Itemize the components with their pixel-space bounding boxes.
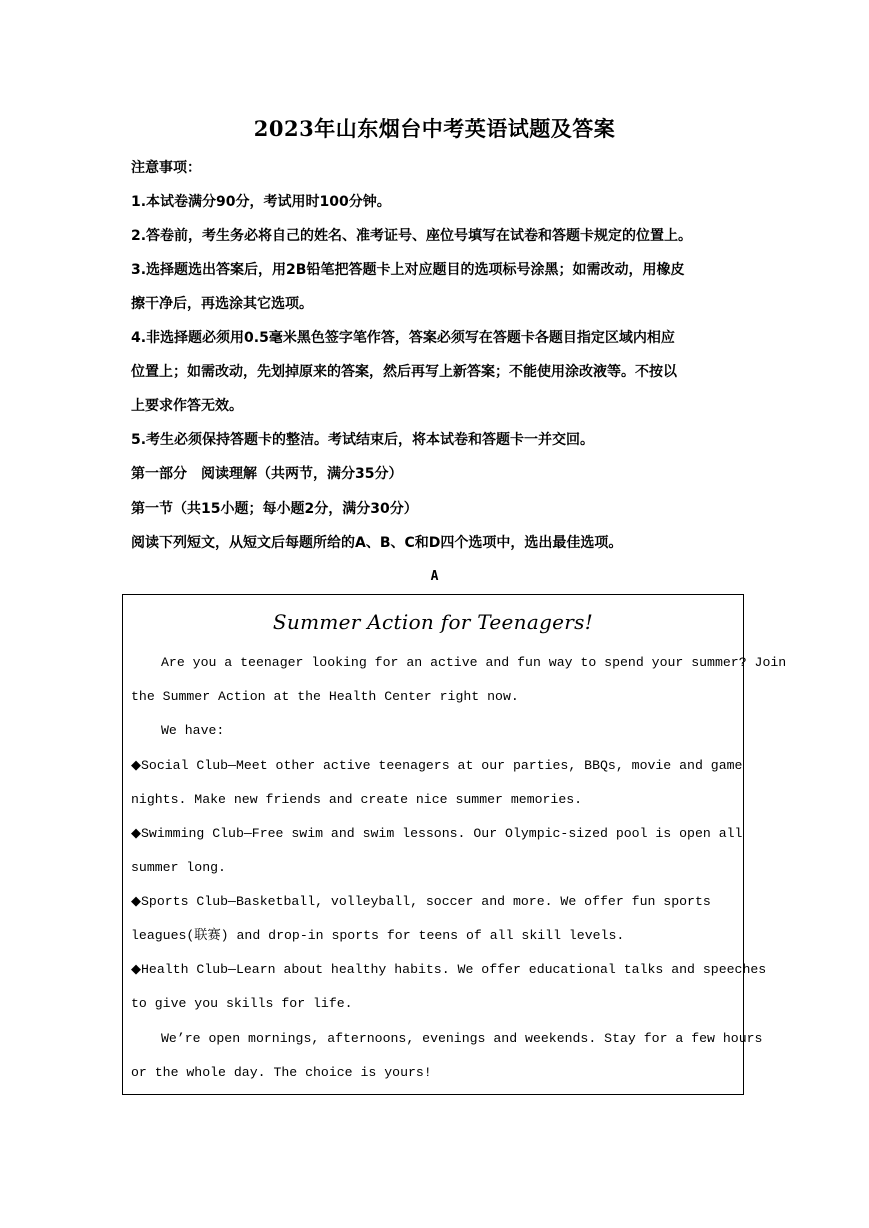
notice-item-2: 2.答卷前，考生务必将自己的姓名、准考证号、座位号填写在试卷和答题卡规定的位置上。 — [131, 228, 693, 244]
passage-line-11: to give you skills for life. — [131, 996, 353, 1011]
club-health — [131, 961, 766, 979]
passage-line-5: nights. Make new friends and create nice summer memories. — [131, 792, 583, 807]
bullet-icon: ◆ — [131, 962, 141, 977]
notice-item-4: 4.非选择题必须用0.5毫米黑色签字笔作答，答案必须写在答题卡各题目指定区域内相应 — [131, 330, 675, 346]
passage-line-3: We have: — [161, 723, 225, 738]
page-title: 2023年山东烟台中考英语试题及答案 — [253, 116, 616, 141]
passage-heading: Summer Action for Teenagers! — [272, 610, 594, 634]
part-one-heading: 第一部分 阅读理解（共两节，满分35分） — [131, 466, 403, 482]
passage-label: A — [430, 569, 439, 584]
club-health-text: Health Club—Learn about healthy habits. We offer educational talks and speeches — [141, 962, 767, 977]
club-social — [131, 757, 742, 775]
club-swimming-text: Swimming Club—Free swim and swim lessons. Our Olympic-sized pool is open all — [141, 826, 743, 841]
passage-line-9: leagues(联赛) and drop-in sports for teens of all skill levels. — [131, 928, 625, 943]
passage-line-7: summer long. — [131, 860, 226, 875]
bullet-icon: ◆ — [131, 826, 141, 841]
notice-item-3: 3.选择题选出答案后，用2B铅笔把答题卡上对应题目的选项标号涂黑；如需改动，用橡皮 — [131, 262, 685, 278]
notice-item-5: 5.考生必须保持答题卡的整洁。考试结束后，将本试卷和答题卡一并交回。 — [131, 432, 595, 448]
notice-heading: 注意事项： — [131, 160, 201, 176]
passage-line-13: or the whole day. The choice is yours! — [131, 1065, 432, 1080]
passage-line-12: We’re open mornings, afternoons, evenings and weekends. Stay for a few hours — [161, 1031, 763, 1046]
bullet-icon: ◆ — [131, 894, 141, 909]
notice-item-4-end: 上要求作答无效。 — [131, 398, 243, 414]
club-sports-text: Sports Club—Basketball, volleyball, soccer and more. We offer fun sports — [141, 894, 711, 909]
section-one-heading: 第一节（共15小题；每小题2分，满分30分） — [131, 501, 418, 517]
club-sports — [131, 893, 711, 911]
passage-line-1: Are you a teenager looking for an active and fun way to spend your summer? Join — [161, 655, 787, 670]
notice-item-4-cont: 位置上；如需改动，先划掉原来的答案，然后再写上新答案；不能使用涂改液等。不按以 — [131, 364, 677, 380]
notice-item-3-cont: 擦干净后，再选涂其它选项。 — [131, 296, 313, 312]
club-swimming — [131, 825, 742, 843]
instruction: 阅读下列短文，从短文后每题所给的A、B、C和D四个选项中，选出最佳选项。 — [131, 535, 623, 551]
bullet-icon: ◆ — [131, 758, 141, 773]
club-social-text: Social Club—Meet other active teenagers at our parties, BBQs, movie and game — [141, 758, 743, 773]
passage-line-2: the Summer Action at the Health Center right now. — [131, 689, 519, 704]
notice-item-1: 1.本试卷满分90分，考试用时100分钟。 — [131, 194, 391, 210]
